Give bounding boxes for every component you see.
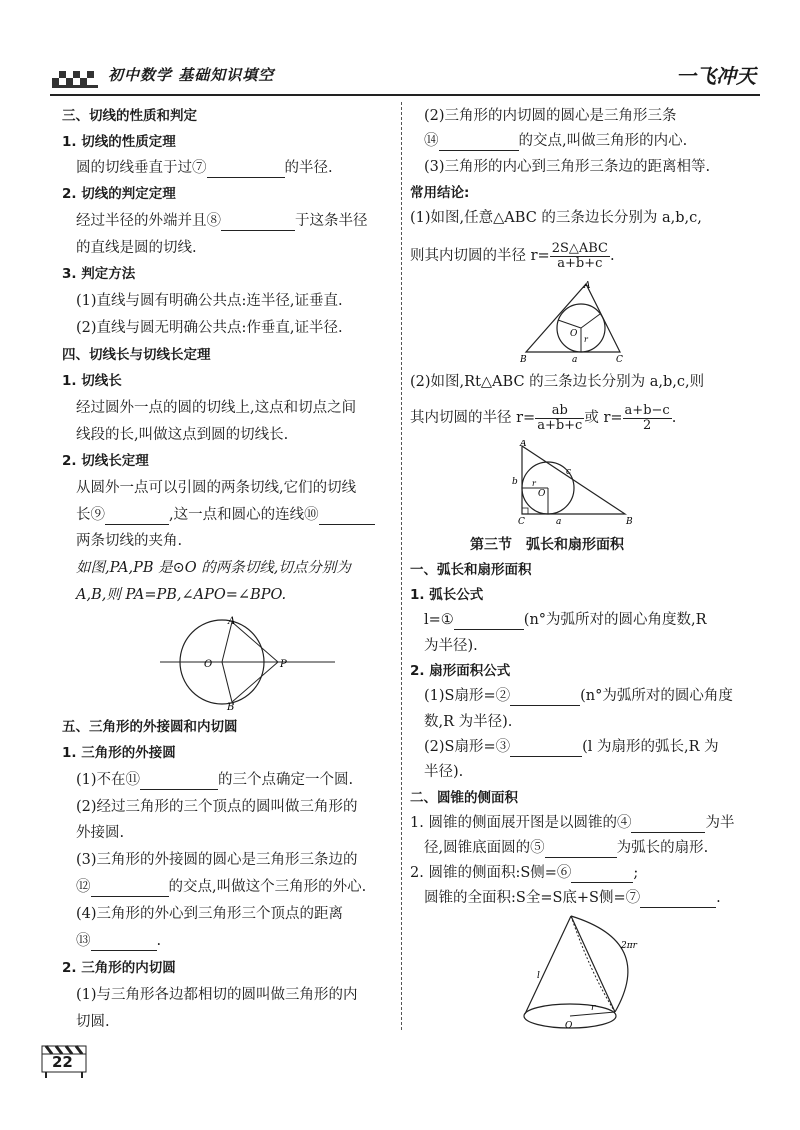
fig2-label-B: B (520, 355, 527, 365)
blank-5[interactable] (545, 841, 617, 858)
fig4-label-l: l (537, 971, 540, 981)
text-4-2e: A,B,则 PA=PB,∠APO=∠BPO. (76, 587, 287, 603)
text-3-1a: 圆的切线垂直于过⑦ 的半径. (76, 160, 333, 176)
text-r8: 其内切圆的半径 r= $\frac{ab}{a+b+c}$ 或 r= $\frac{a+b-c}{2}$ . (410, 402, 677, 433)
text-3-2c: 的直线是圆的切线. (76, 240, 197, 256)
section-5-title: 五、三角形的外接圆和内切圆 (62, 719, 238, 735)
fig4-label-r: r (591, 1003, 596, 1013)
fig3-label-B: B (626, 517, 633, 526)
heading-sector-area: 2. 扇形面积公式 (410, 663, 511, 679)
fig1-label-P: P (280, 659, 287, 670)
text-4-2c: 两条切线的夹角. (76, 533, 183, 549)
text-4-1a: 经过圆外一点的圆的切线上,这点和切点之间 (76, 400, 357, 416)
text-r3: (3)三角形的内心到三角形三条边的距离相等. (424, 159, 711, 175)
heading-4-1: 1. 切线长 (62, 373, 122, 389)
text-sector-area-2b: 半径). (424, 764, 464, 780)
text-5-1g: ⑬ . (76, 933, 162, 949)
text-3-3a: (1)直线与圆有明确公共点:连半径,证垂直. (76, 293, 343, 309)
fig3-label-C: C (518, 517, 525, 526)
blank-7[interactable] (207, 161, 285, 178)
fig3-label-a: a (556, 517, 562, 526)
text-4-1b: 线段的长,叫做这点到圆的切线长. (76, 427, 289, 443)
fig4-label-O: O (565, 1021, 573, 1031)
formula-incircle-right-2: $\frac{a+b-c}{2}$ (624, 402, 670, 433)
blank-11[interactable] (140, 773, 218, 790)
text-4-2d: 如图,PA,PB 是⊙O 的两条切线,切点分别为 (76, 560, 351, 576)
formula-incircle-right-1: $\frac{ab}{a+b+c}$ (537, 402, 583, 433)
text-5-1d: (3)三角形的外接圆的圆心是三角形三条边的 (76, 852, 358, 868)
text-cone-1b: 径,圆锥底面圆的⑤ 为弧长的扇形. (424, 840, 709, 856)
blank-2[interactable] (510, 689, 580, 706)
heading-arc-length: 1. 弧长公式 (410, 587, 484, 603)
blank-1[interactable] (454, 613, 524, 630)
blank-7b[interactable] (640, 891, 716, 908)
text-sector-area-2: (2)S扇形=③ (l 为扇形的弧长,R 为 (424, 739, 719, 755)
blank-3[interactable] (510, 740, 582, 757)
page-number: 22 (52, 1053, 73, 1071)
section-3-title: 三、切线的性质和判定 (62, 108, 197, 124)
heading-conclusions: 常用结论: (410, 185, 470, 201)
fig3-label-O: O (538, 489, 546, 499)
text-4-2b: 长⑨ ,这一点和圆心的连线⑩ (76, 505, 375, 525)
section-3-chapter-title: 第三节 弧长和扇形面积 (470, 537, 624, 553)
text-cone-2: 2. 圆锥的侧面积:S侧=⑥ ; (410, 865, 639, 881)
fig1-label-B: B (227, 702, 235, 712)
blank-6[interactable] (571, 866, 633, 883)
text-5-1c: 外接圆. (76, 825, 125, 841)
fig2-label-a: a (572, 355, 578, 365)
heading-5-2: 2. 三角形的内切圆 (62, 960, 176, 976)
heading-3-1: 1. 切线的性质定理 (62, 134, 176, 150)
fig1-label-O: O (204, 659, 213, 670)
text-arc-length: l=① (n°为弧所对的圆心角度数,R (424, 612, 707, 628)
header-brand: 一飞冲天 (676, 64, 756, 88)
text-5-1e: ⑫ 的交点,叫做这个三角形的外心. (76, 879, 367, 895)
blank-9[interactable] (105, 508, 169, 525)
blank-4[interactable] (631, 816, 705, 833)
header-logo-icon (52, 64, 98, 92)
text-5-2b: 切圆. (76, 1014, 110, 1030)
text-sector-area-1: (1)S扇形=② (n°为弧所对的圆心角度 (424, 688, 733, 704)
blank-14[interactable] (439, 134, 519, 151)
fig3-label-A: A (520, 440, 527, 449)
tangent-figure (160, 612, 340, 712)
text-3-3b: (2)直线与圆无明确公共点:作垂直,证半径. (76, 320, 343, 336)
fig4-label-arc: 2πr (621, 941, 637, 951)
fig1-label-A: A (228, 616, 236, 627)
blank-8[interactable] (221, 214, 295, 231)
cone-net-figure (515, 912, 655, 1034)
fig3-label-r: r (532, 479, 536, 488)
heading-5-1: 1. 三角形的外接圆 (62, 745, 176, 761)
text-sector-area-1b: 数,R 为半径). (424, 714, 513, 730)
text-cone-2b: 圆锥的全面积:S全=S底+S侧=⑦ . (424, 890, 721, 906)
header-title: 初中数学 基础知识填空 (108, 66, 275, 84)
text-r5: (1)如图,任意△ABC 的三条边长分别为 a,b,c, (410, 210, 702, 226)
fig3-label-c: c (566, 467, 572, 477)
text-5-1f: (4)三角形的外心到三角形三个顶点的距离 (76, 906, 344, 922)
header-rule (50, 94, 760, 96)
text-r7: (2)如图,Rt△ABC 的三条边长分别为 a,b,c,则 (410, 374, 705, 390)
column-divider (401, 102, 402, 1030)
fig2-label-C: C (616, 355, 623, 365)
text-3-2a: 经过半径的外端并且⑧ 于这条半径 (76, 213, 368, 229)
heading-cone: 二、圆锥的侧面积 (410, 790, 518, 806)
text-r1: (2)三角形的内切圆的圆心是三角形三条 (424, 108, 677, 124)
text-r2: ⑭ 的交点,叫做三角形的内心. (424, 133, 688, 149)
heading-3-2: 2. 切线的判定定理 (62, 186, 176, 202)
text-r6: 则其内切圆的半径 r= $\frac{\text{2S△ABC}}{a+b+c}$ . (410, 240, 615, 271)
incircle-figure (520, 278, 630, 366)
text-cone-1: 1. 圆锥的侧面展开图是以圆锥的④ 为半 (410, 815, 735, 831)
text-5-2a: (1)与三角形各边都相切的圆叫做三角形的内 (76, 987, 358, 1003)
blank-12[interactable] (91, 880, 169, 897)
fig3-label-b: b (512, 477, 518, 487)
heading-arc-sector: 一、弧长和扇形面积 (410, 562, 532, 578)
text-arc-length-b: 为半径). (424, 638, 478, 654)
text-4-2a: 从圆外一点可以引圆的两条切线,它们的切线 (76, 480, 357, 496)
blank-13[interactable] (91, 934, 157, 951)
formula-incircle-general: $\frac{\text{2S△ABC}}{a+b+c}$ (551, 240, 609, 271)
text-5-1a: (1)不在⑪ 的三个点确定一个圆. (76, 772, 354, 788)
fig2-label-A: A (584, 281, 591, 291)
heading-4-2: 2. 切线长定理 (62, 453, 149, 469)
right-triangle-incircle-figure (510, 440, 640, 526)
fig2-label-O: O (570, 329, 578, 339)
heading-3-3: 3. 判定方法 (62, 266, 136, 282)
section-4-title: 四、切线长与切线长定理 (62, 347, 211, 363)
blank-10[interactable] (319, 508, 375, 525)
fig2-label-r: r (584, 335, 588, 344)
text-5-1b: (2)经过三角形的三个顶点的圆叫做三角形的 (76, 799, 358, 815)
